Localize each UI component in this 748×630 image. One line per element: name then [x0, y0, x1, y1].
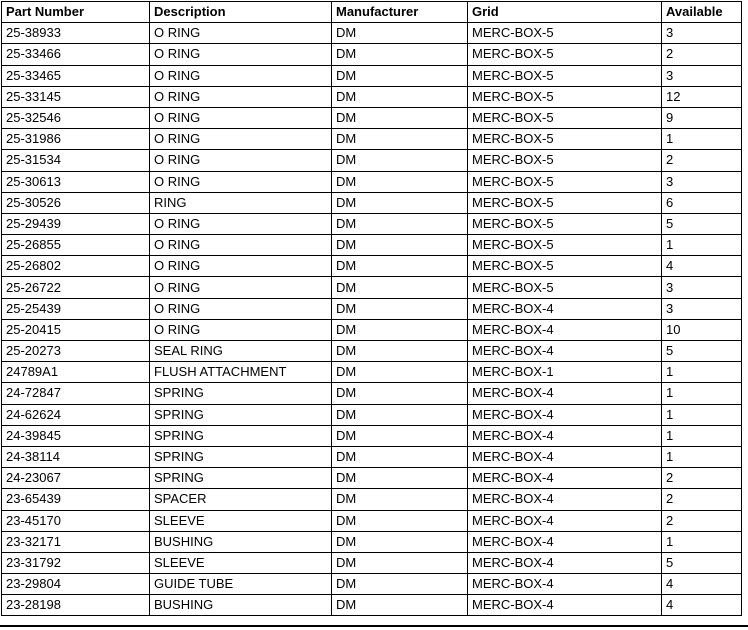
- table-row: [2, 213, 742, 234]
- cell-part-number: 25-32546: [2, 107, 150, 128]
- cell-part-number: 24-23067: [2, 468, 150, 489]
- header-grid: Grid: [468, 2, 662, 23]
- cell-description: O RING: [150, 171, 332, 192]
- cell-description: O RING: [150, 319, 332, 340]
- cell-grid: MERC-BOX-5: [468, 256, 662, 277]
- parts-inventory-table: [1, 1, 742, 616]
- cell-manufacturer: DM: [332, 319, 468, 340]
- table-row: [2, 150, 742, 171]
- header-available: Available: [662, 2, 742, 23]
- cell-manufacturer: DM: [332, 192, 468, 213]
- cell-description: O RING: [150, 65, 332, 86]
- table-row: [2, 129, 742, 150]
- cell-description: O RING: [150, 298, 332, 319]
- cell-description: O RING: [150, 23, 332, 44]
- cell-description: SPRING: [150, 404, 332, 425]
- cell-grid: MERC-BOX-5: [468, 277, 662, 298]
- cell-description: RING: [150, 192, 332, 213]
- cell-description: GUIDE TUBE: [150, 574, 332, 595]
- table-row: [2, 531, 742, 552]
- cell-manufacturer: DM: [332, 65, 468, 86]
- cell-manufacturer: DM: [332, 235, 468, 256]
- cell-part-number: 24-39845: [2, 425, 150, 446]
- table-row: [2, 425, 742, 446]
- cell-available: 12: [662, 86, 742, 107]
- table-body: [2, 23, 742, 616]
- cell-part-number: 23-31792: [2, 552, 150, 573]
- cell-grid: MERC-BOX-4: [468, 319, 662, 340]
- table-row: [2, 86, 742, 107]
- cell-part-number: 25-20273: [2, 341, 150, 362]
- cell-grid: MERC-BOX-5: [468, 44, 662, 65]
- cell-grid: MERC-BOX-4: [468, 341, 662, 362]
- cell-description: SPRING: [150, 446, 332, 467]
- cell-manufacturer: DM: [332, 129, 468, 150]
- cell-grid: MERC-BOX-4: [468, 404, 662, 425]
- cell-manufacturer: DM: [332, 86, 468, 107]
- cell-manufacturer: DM: [332, 510, 468, 531]
- cell-grid: MERC-BOX-5: [468, 107, 662, 128]
- header-description: Description: [150, 2, 332, 23]
- cell-manufacturer: DM: [332, 489, 468, 510]
- cell-part-number: 25-26722: [2, 277, 150, 298]
- header-row: [2, 2, 742, 23]
- cell-description: O RING: [150, 44, 332, 65]
- cell-available: 2: [662, 489, 742, 510]
- cell-grid: MERC-BOX-5: [468, 23, 662, 44]
- cell-manufacturer: DM: [332, 44, 468, 65]
- table-row: [2, 192, 742, 213]
- table-row: [2, 595, 742, 616]
- cell-manufacturer: DM: [332, 552, 468, 573]
- table-row: [2, 552, 742, 573]
- cell-part-number: 23-28198: [2, 595, 150, 616]
- cell-manufacturer: DM: [332, 341, 468, 362]
- cell-manufacturer: DM: [332, 446, 468, 467]
- cell-grid: MERC-BOX-5: [468, 213, 662, 234]
- cell-description: SPRING: [150, 383, 332, 404]
- table-row: [2, 383, 742, 404]
- cell-available: 5: [662, 341, 742, 362]
- cell-available: 4: [662, 574, 742, 595]
- cell-part-number: 25-25439: [2, 298, 150, 319]
- cell-part-number: 24-72847: [2, 383, 150, 404]
- cell-manufacturer: DM: [332, 531, 468, 552]
- cell-part-number: 23-65439: [2, 489, 150, 510]
- cell-available: 2: [662, 510, 742, 531]
- cell-grid: MERC-BOX-1: [468, 362, 662, 383]
- cell-part-number: 25-30526: [2, 192, 150, 213]
- cell-available: 1: [662, 362, 742, 383]
- table-row: [2, 341, 742, 362]
- cell-grid: MERC-BOX-4: [468, 425, 662, 446]
- cell-grid: MERC-BOX-4: [468, 489, 662, 510]
- cell-grid: MERC-BOX-4: [468, 510, 662, 531]
- cell-part-number: 25-20415: [2, 319, 150, 340]
- cell-part-number: 23-29804: [2, 574, 150, 595]
- cell-available: 1: [662, 531, 742, 552]
- cell-available: 1: [662, 446, 742, 467]
- header-part-number: Part Number: [2, 2, 150, 23]
- cell-description: SPACER: [150, 489, 332, 510]
- cell-manufacturer: DM: [332, 574, 468, 595]
- cell-grid: MERC-BOX-4: [468, 531, 662, 552]
- table-row: [2, 574, 742, 595]
- cell-manufacturer: DM: [332, 150, 468, 171]
- cell-manufacturer: DM: [332, 468, 468, 489]
- cell-part-number: 25-33145: [2, 86, 150, 107]
- cell-manufacturer: DM: [332, 425, 468, 446]
- cell-manufacturer: DM: [332, 595, 468, 616]
- table-row: [2, 65, 742, 86]
- cell-part-number: 25-30613: [2, 171, 150, 192]
- cell-grid: MERC-BOX-5: [468, 192, 662, 213]
- cell-description: SPRING: [150, 468, 332, 489]
- cell-part-number: 25-26855: [2, 235, 150, 256]
- cell-manufacturer: DM: [332, 171, 468, 192]
- cell-part-number: 25-31986: [2, 129, 150, 150]
- cell-part-number: 25-29439: [2, 213, 150, 234]
- cell-manufacturer: DM: [332, 404, 468, 425]
- table-row: [2, 362, 742, 383]
- cell-available: 1: [662, 404, 742, 425]
- cell-description: O RING: [150, 86, 332, 107]
- cell-manufacturer: DM: [332, 383, 468, 404]
- cell-available: 1: [662, 235, 742, 256]
- cell-available: 1: [662, 425, 742, 446]
- table-row: [2, 256, 742, 277]
- table-row: [2, 298, 742, 319]
- cell-grid: MERC-BOX-5: [468, 235, 662, 256]
- cell-available: 2: [662, 468, 742, 489]
- cell-available: 5: [662, 213, 742, 234]
- cell-available: 10: [662, 319, 742, 340]
- cell-grid: MERC-BOX-4: [468, 446, 662, 467]
- cell-description: O RING: [150, 150, 332, 171]
- cell-description: O RING: [150, 129, 332, 150]
- cell-grid: MERC-BOX-5: [468, 86, 662, 107]
- table-row: [2, 235, 742, 256]
- table-row: [2, 468, 742, 489]
- cell-grid: MERC-BOX-4: [468, 595, 662, 616]
- cell-part-number: 25-38933: [2, 23, 150, 44]
- cell-description: O RING: [150, 277, 332, 298]
- cell-part-number: 23-45170: [2, 510, 150, 531]
- cell-manufacturer: DM: [332, 213, 468, 234]
- cell-part-number: 25-26802: [2, 256, 150, 277]
- cell-description: O RING: [150, 213, 332, 234]
- cell-manufacturer: DM: [332, 298, 468, 319]
- cell-available: 3: [662, 65, 742, 86]
- table-row: [2, 277, 742, 298]
- cell-grid: MERC-BOX-5: [468, 171, 662, 192]
- cell-part-number: 24-38114: [2, 446, 150, 467]
- cell-available: 3: [662, 23, 742, 44]
- cell-available: 4: [662, 595, 742, 616]
- cell-grid: MERC-BOX-4: [468, 298, 662, 319]
- cell-description: O RING: [150, 107, 332, 128]
- cell-manufacturer: DM: [332, 362, 468, 383]
- cell-grid: MERC-BOX-5: [468, 65, 662, 86]
- cell-part-number: 24-62624: [2, 404, 150, 425]
- cell-manufacturer: DM: [332, 277, 468, 298]
- cell-description: SLEEVE: [150, 510, 332, 531]
- cell-part-number: 25-33466: [2, 44, 150, 65]
- cell-available: 2: [662, 44, 742, 65]
- cell-description: SLEEVE: [150, 552, 332, 573]
- cell-manufacturer: DM: [332, 107, 468, 128]
- cell-grid: MERC-BOX-4: [468, 468, 662, 489]
- cell-part-number: 25-33465: [2, 65, 150, 86]
- cell-available: 4: [662, 256, 742, 277]
- cell-available: 2: [662, 150, 742, 171]
- cell-description: SEAL RING: [150, 341, 332, 362]
- cell-description: BUSHING: [150, 531, 332, 552]
- cell-description: O RING: [150, 256, 332, 277]
- cell-available: 1: [662, 383, 742, 404]
- cell-available: 9: [662, 107, 742, 128]
- table-row: [2, 107, 742, 128]
- bottom-rule: [0, 625, 748, 627]
- cell-description: SPRING: [150, 425, 332, 446]
- cell-available: 5: [662, 552, 742, 573]
- table-row: [2, 319, 742, 340]
- cell-available: 3: [662, 171, 742, 192]
- cell-manufacturer: DM: [332, 23, 468, 44]
- cell-grid: MERC-BOX-4: [468, 574, 662, 595]
- table-row: [2, 23, 742, 44]
- cell-available: 6: [662, 192, 742, 213]
- table-row: [2, 44, 742, 65]
- cell-available: 1: [662, 129, 742, 150]
- cell-description: FLUSH ATTACHMENT: [150, 362, 332, 383]
- cell-description: BUSHING: [150, 595, 332, 616]
- table-row: [2, 446, 742, 467]
- cell-part-number: 23-32171: [2, 531, 150, 552]
- cell-grid: MERC-BOX-4: [468, 552, 662, 573]
- cell-grid: MERC-BOX-5: [468, 129, 662, 150]
- table-row: [2, 510, 742, 531]
- cell-grid: MERC-BOX-5: [468, 150, 662, 171]
- table-row: [2, 404, 742, 425]
- cell-available: 3: [662, 298, 742, 319]
- cell-grid: MERC-BOX-4: [468, 383, 662, 404]
- header-manufacturer: Manufacturer: [332, 2, 468, 23]
- cell-manufacturer: DM: [332, 256, 468, 277]
- table-row: [2, 171, 742, 192]
- cell-available: 3: [662, 277, 742, 298]
- cell-part-number: 24789A1: [2, 362, 150, 383]
- cell-description: O RING: [150, 235, 332, 256]
- cell-part-number: 25-31534: [2, 150, 150, 171]
- table-row: [2, 489, 742, 510]
